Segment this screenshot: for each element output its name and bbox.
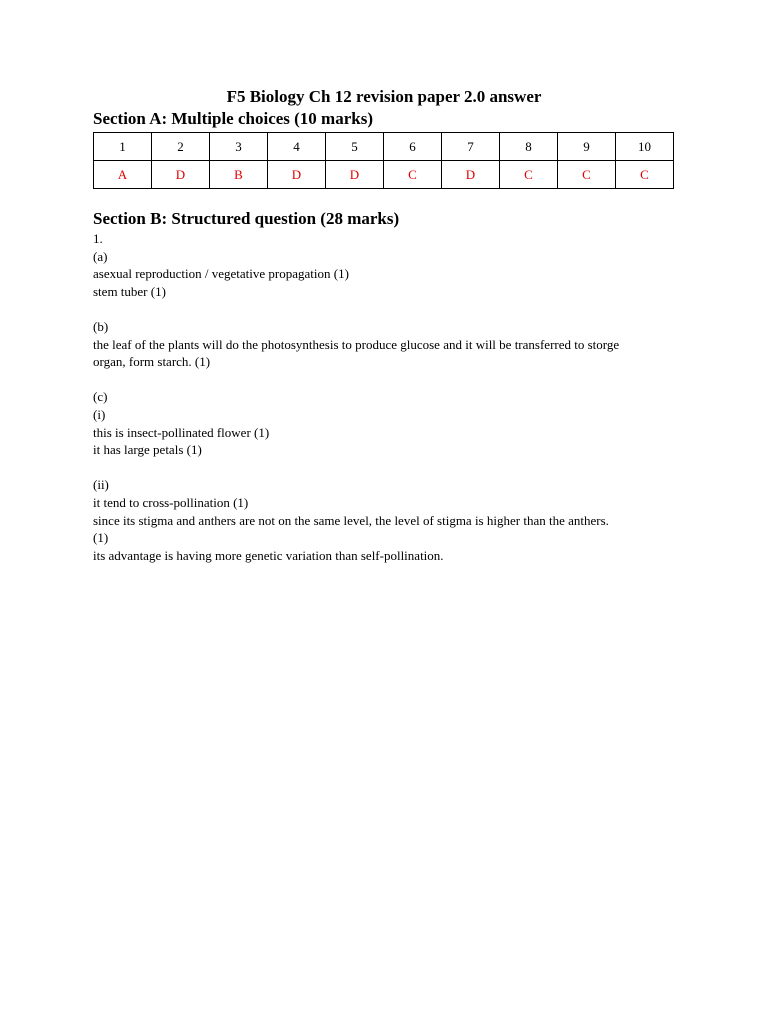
question-number-cell: 7 [442, 133, 500, 161]
part-c-label: (c) [93, 389, 108, 405]
document-title: F5 Biology Ch 12 revision paper 2.0 answer [226, 87, 542, 106]
answer-cell: C [558, 161, 616, 189]
question-number-cell: 10 [616, 133, 674, 161]
section-b [93, 208, 675, 564]
part-b-answer-line: the leaf of the plants will do the photosynthesis to produce glucose and it will be transferred to storge [93, 336, 620, 352]
question-number-cell: 6 [384, 133, 442, 161]
answer-cell: C [384, 161, 442, 189]
question-number-cell: 3 [210, 133, 268, 161]
part-c-ii-answer-line: since its stigma and anthers are not on the same level, the level of stigma is higher than the anthers. [93, 512, 609, 528]
part-c-ii-answer-line: it tend to cross-pollination (1) [93, 494, 249, 510]
section-a-heading: Section A: Multiple choices (10 marks) [93, 109, 373, 128]
question-number-row [94, 133, 674, 161]
answer-cell: D [326, 161, 384, 189]
answer-cell: A [94, 161, 152, 189]
part-c-ii-label: (ii) [93, 477, 109, 493]
question-number: 1. [93, 231, 103, 246]
question-number-cell: 9 [558, 133, 616, 161]
part-c-ii-answer-line: (1) [93, 530, 109, 546]
answer-cell: D [268, 161, 326, 189]
part-b-answer-line: organ, form starch. (1) [93, 354, 211, 370]
part-a-label: (a) [93, 248, 108, 264]
answer-cell: C [500, 161, 558, 189]
question-number-cell: 1 [94, 133, 152, 161]
answer-row [94, 161, 674, 189]
part-b-label: (b) [93, 318, 109, 334]
blank-line [93, 300, 675, 318]
section-b-heading: Section B: Structured question (28 marks) [93, 209, 400, 228]
question-number-cell: 2 [152, 133, 210, 161]
question-number-cell: 8 [500, 133, 558, 161]
part-c-i-answer-line: it has large petals (1) [93, 442, 202, 458]
blank-line [93, 459, 675, 477]
mc-answer-table [93, 132, 674, 189]
question-number-cell: 4 [268, 133, 326, 161]
part-c-i-answer-line: this is insect-pollinated flower (1) [93, 424, 270, 440]
answer-cell: D [152, 161, 210, 189]
part-a-answer-line: stem tuber (1) [93, 283, 166, 299]
part-c-ii-answer-line: its advantage is having more genetic variation than self-pollination. [93, 547, 444, 563]
part-c-i-label: (i) [93, 406, 106, 422]
part-a-answer-line: asexual reproduction / vegetative propagation (1) [93, 266, 349, 282]
answer-cell: B [210, 161, 268, 189]
question-number-cell: 5 [326, 133, 384, 161]
answer-cell: D [442, 161, 500, 189]
answer-cell: C [616, 161, 674, 189]
blank-line [93, 371, 675, 389]
document-page [93, 86, 675, 564]
